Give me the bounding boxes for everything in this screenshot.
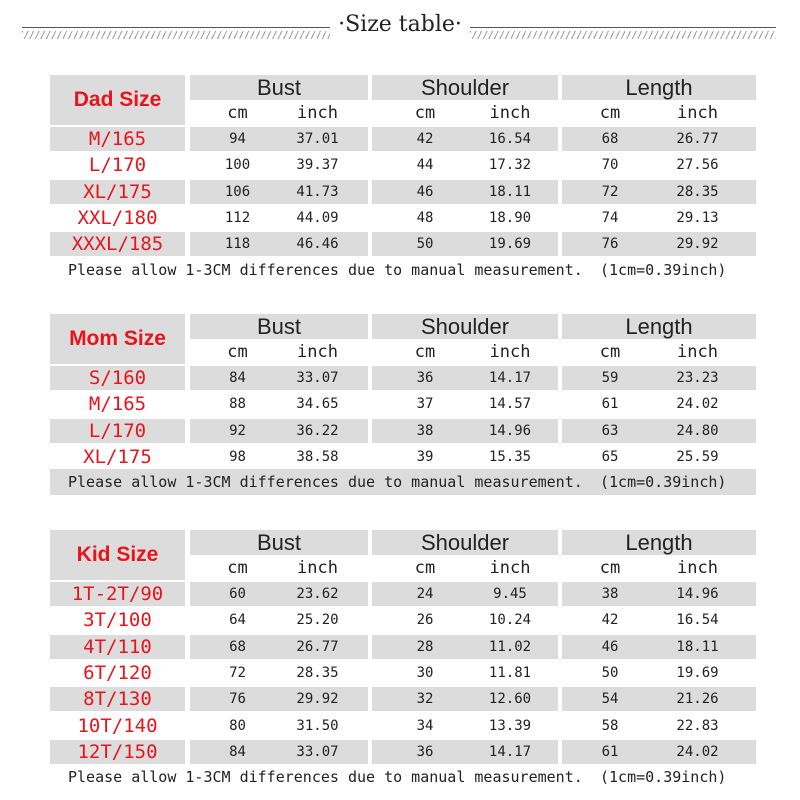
- value-bust-inch: 28.35: [296, 665, 339, 682]
- value-length-inch: 14.96: [676, 586, 719, 603]
- value-shoulder-inch: 13.39: [488, 717, 532, 734]
- measurement-note: Please allow 1-3CM differences due to manual measurement.: [68, 473, 583, 492]
- value-shoulder-inch: 19.69: [488, 236, 532, 253]
- size-label: L/170: [88, 419, 147, 442]
- value-bust-inch: 23.62: [296, 586, 339, 603]
- value-shoulder-inch: 16.54: [488, 131, 532, 148]
- value-bust-cm: 84: [229, 743, 246, 760]
- value-shoulder-cm: 28: [416, 638, 434, 655]
- value-length-cm: 72: [601, 183, 619, 200]
- unit-label-cm: cm: [599, 102, 621, 123]
- value-shoulder-inch: 14.96: [488, 422, 532, 439]
- value-length-cm: 74: [601, 210, 619, 227]
- value-bust-inch: 41.73: [296, 183, 339, 200]
- unit-label-inch: inch: [489, 557, 531, 578]
- value-shoulder-cm: 46: [416, 183, 434, 200]
- column-header-bust: Bust: [256, 529, 302, 555]
- value-length-cm: 58: [601, 717, 619, 734]
- value-bust-cm: 84: [229, 370, 246, 387]
- value-bust-inch: 33.07: [296, 743, 339, 760]
- conversion-note: (1cm=0.39inch): [600, 768, 727, 787]
- size-label: M/165: [88, 393, 147, 416]
- title-hatch-left: [22, 31, 330, 39]
- value-bust-cm: 72: [229, 665, 246, 682]
- value-shoulder-cm: 42: [416, 131, 434, 148]
- value-shoulder-cm: 26: [416, 612, 434, 629]
- value-bust-cm: 68: [229, 638, 246, 655]
- value-length-inch: 19.69: [676, 665, 719, 682]
- size-label: 3T/100: [83, 609, 152, 632]
- size-label: M/165: [88, 128, 147, 151]
- value-length-cm: 61: [601, 743, 619, 760]
- size-label: L/170: [88, 154, 147, 177]
- value-length-cm: 61: [601, 396, 619, 413]
- section-label: Mom Size: [69, 327, 166, 350]
- unit-label-cm: cm: [599, 341, 621, 362]
- value-length-inch: 29.92: [676, 236, 719, 253]
- size-label: XXXL/185: [71, 233, 164, 256]
- value-length-cm: 65: [601, 449, 619, 466]
- value-length-cm: 42: [601, 612, 619, 629]
- value-shoulder-cm: 37: [416, 396, 434, 413]
- value-bust-inch: 38.58: [296, 449, 339, 466]
- value-bust-inch: 44.09: [296, 210, 339, 227]
- value-length-cm: 63: [601, 422, 619, 439]
- value-shoulder-inch: 12.60: [488, 691, 532, 708]
- unit-label-cm: cm: [414, 341, 436, 362]
- value-shoulder-inch: 11.81: [488, 665, 532, 682]
- unit-label-inch: inch: [677, 557, 718, 578]
- value-length-inch: 18.11: [676, 638, 719, 655]
- value-length-inch: 24.02: [676, 743, 719, 760]
- value-bust-cm: 92: [229, 422, 246, 439]
- value-shoulder-inch: 17.32: [488, 157, 532, 174]
- size-label: 12T/150: [77, 740, 158, 763]
- value-bust-inch: 34.65: [296, 396, 339, 413]
- page-title: ·Size table·: [338, 12, 462, 37]
- value-shoulder-cm: 32: [416, 691, 434, 708]
- value-length-inch: 27.56: [676, 157, 719, 174]
- unit-label-inch: inch: [677, 102, 718, 123]
- value-bust-cm: 106: [224, 183, 251, 200]
- value-shoulder-cm: 38: [416, 422, 434, 439]
- value-shoulder-cm: 30: [416, 665, 434, 682]
- measurement-note: Please allow 1-3CM differences due to manual measurement.: [68, 768, 583, 787]
- unit-label-cm: cm: [414, 557, 436, 578]
- value-length-cm: 59: [601, 370, 619, 387]
- value-bust-inch: 25.20: [296, 612, 339, 629]
- value-shoulder-cm: 44: [416, 157, 434, 174]
- value-length-cm: 38: [601, 586, 619, 603]
- section-label: Dad Size: [73, 88, 162, 111]
- column-header-shoulder: Shoulder: [420, 529, 510, 555]
- value-length-inch: 26.77: [676, 131, 719, 148]
- value-bust-cm: 118: [224, 236, 251, 253]
- column-header-length: Length: [625, 74, 693, 100]
- value-shoulder-cm: 24: [416, 586, 434, 603]
- value-bust-cm: 60: [229, 586, 246, 603]
- value-bust-inch: 36.22: [296, 422, 339, 439]
- value-bust-cm: 94: [229, 131, 246, 148]
- column-header-length: Length: [625, 529, 693, 555]
- value-shoulder-cm: 50: [416, 236, 434, 253]
- unit-label-inch: inch: [677, 341, 718, 362]
- unit-label-inch: inch: [489, 102, 531, 123]
- size-label: XL/175: [83, 446, 152, 469]
- unit-label-inch: inch: [489, 341, 531, 362]
- value-bust-cm: 112: [224, 210, 251, 227]
- value-bust-inch: 46.46: [296, 236, 339, 253]
- value-shoulder-inch: 14.57: [488, 396, 532, 413]
- value-shoulder-cm: 34: [416, 717, 434, 734]
- value-length-inch: 22.83: [676, 717, 719, 734]
- value-bust-cm: 88: [229, 396, 246, 413]
- value-shoulder-inch: 14.17: [488, 370, 532, 387]
- value-shoulder-inch: 9.45: [493, 586, 527, 603]
- column-header-shoulder: Shoulder: [420, 74, 510, 100]
- value-shoulder-inch: 14.17: [488, 743, 532, 760]
- size-label: 8T/130: [83, 688, 152, 711]
- title-rule-right: [470, 27, 776, 28]
- value-length-inch: 25.59: [676, 449, 719, 466]
- value-length-inch: 29.13: [676, 210, 719, 227]
- value-shoulder-inch: 18.11: [488, 183, 532, 200]
- unit-label-inch: inch: [297, 102, 338, 123]
- value-bust-cm: 100: [224, 157, 251, 174]
- unit-label-inch: inch: [297, 557, 338, 578]
- value-shoulder-cm: 39: [416, 449, 434, 466]
- value-shoulder-inch: 11.02: [488, 638, 532, 655]
- unit-label-cm: cm: [227, 341, 248, 362]
- size-label: XXL/180: [77, 207, 158, 230]
- value-length-cm: 68: [601, 131, 619, 148]
- unit-label-inch: inch: [297, 341, 338, 362]
- column-header-bust: Bust: [256, 74, 302, 100]
- value-length-cm: 76: [601, 236, 619, 253]
- section-label: Kid Size: [76, 543, 159, 566]
- value-shoulder-cm: 48: [416, 210, 434, 227]
- value-length-inch: 28.35: [676, 183, 719, 200]
- value-bust-inch: 33.07: [296, 370, 339, 387]
- measurement-note: Please allow 1-3CM differences due to manual measurement.: [68, 260, 583, 279]
- size-label: XL/175: [83, 180, 152, 203]
- value-bust-inch: 26.77: [296, 638, 339, 655]
- column-header-length: Length: [625, 313, 693, 339]
- value-bust-cm: 64: [229, 612, 246, 629]
- value-shoulder-cm: 36: [416, 370, 434, 387]
- value-length-inch: 21.26: [676, 691, 719, 708]
- column-header-bust: Bust: [256, 313, 302, 339]
- size-label: 10T/140: [77, 714, 158, 737]
- value-bust-cm: 80: [229, 717, 246, 734]
- value-length-inch: 23.23: [676, 370, 719, 387]
- title-rule-left: [22, 27, 330, 28]
- size-table-header: [0, 0, 800, 50]
- value-bust-cm: 76: [229, 691, 246, 708]
- value-bust-inch: 37.01: [296, 131, 339, 148]
- value-length-inch: 16.54: [676, 612, 719, 629]
- unit-label-cm: cm: [414, 102, 436, 123]
- value-bust-inch: 29.92: [296, 691, 339, 708]
- value-bust-cm: 98: [229, 449, 246, 466]
- value-bust-inch: 39.37: [296, 157, 339, 174]
- unit-label-cm: cm: [227, 102, 248, 123]
- value-length-cm: 46: [601, 638, 619, 655]
- column-header-shoulder: Shoulder: [420, 313, 510, 339]
- value-length-cm: 70: [601, 157, 619, 174]
- title-hatch-right: [470, 31, 776, 39]
- size-label: 6T/120: [83, 662, 152, 685]
- value-length-cm: 54: [601, 691, 619, 708]
- size-label: 4T/110: [83, 635, 152, 658]
- value-shoulder-cm: 36: [416, 743, 434, 760]
- value-shoulder-inch: 15.35: [488, 449, 532, 466]
- value-length-inch: 24.02: [676, 396, 719, 413]
- conversion-note: (1cm=0.39inch): [600, 473, 727, 492]
- value-bust-inch: 31.50: [296, 717, 339, 734]
- conversion-note: (1cm=0.39inch): [600, 260, 727, 279]
- unit-label-cm: cm: [599, 557, 621, 578]
- size-label: 1T-2T/90: [71, 583, 164, 606]
- size-label: S/160: [88, 367, 147, 390]
- value-shoulder-inch: 18.90: [488, 210, 532, 227]
- value-length-inch: 24.80: [676, 422, 719, 439]
- unit-label-cm: cm: [227, 557, 248, 578]
- value-length-cm: 50: [601, 665, 619, 682]
- value-shoulder-inch: 10.24: [488, 612, 532, 629]
